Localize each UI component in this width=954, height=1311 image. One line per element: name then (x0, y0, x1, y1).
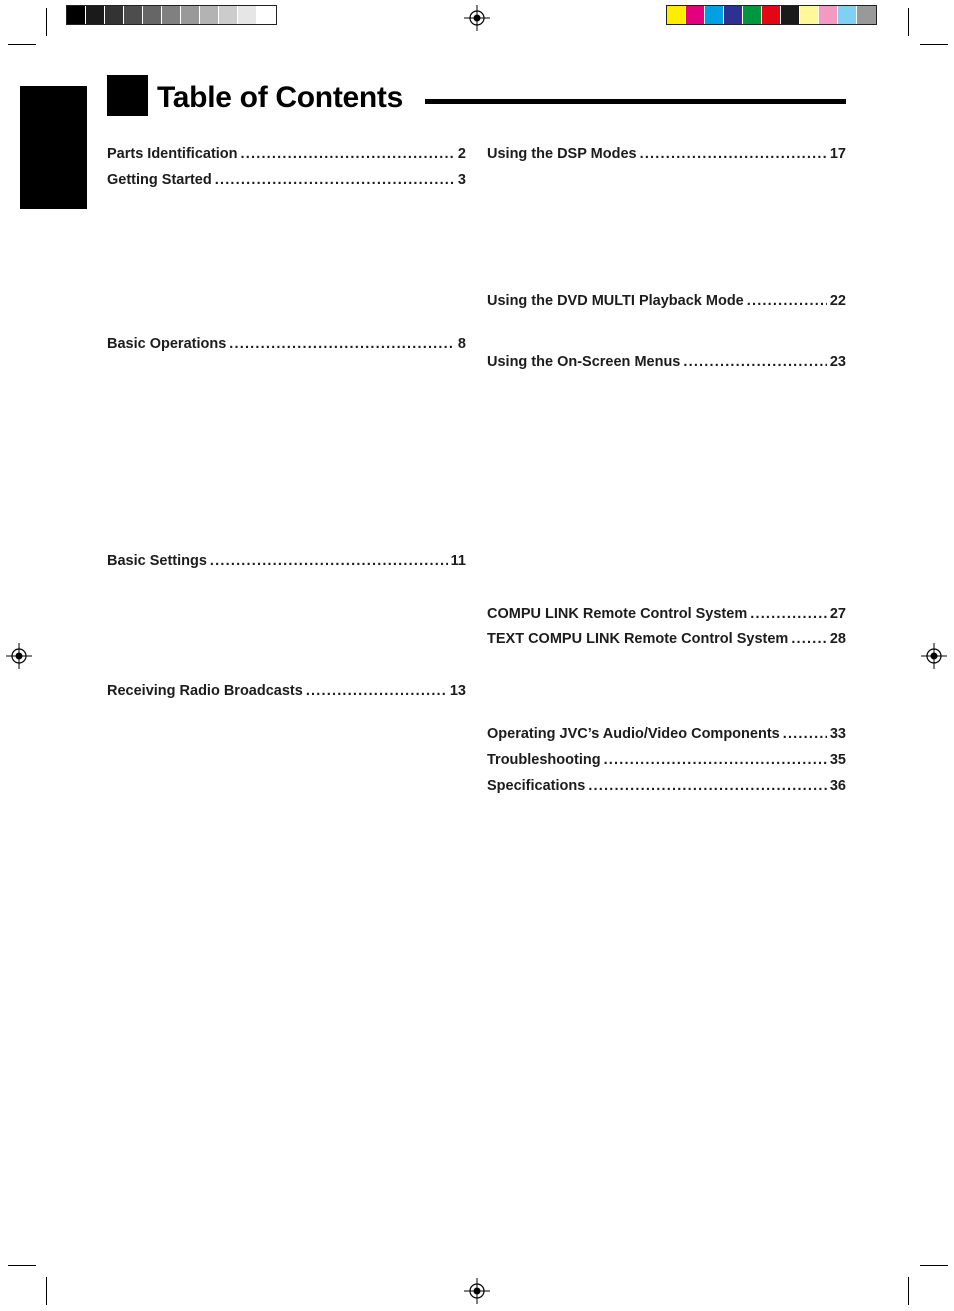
gray-swatch (67, 6, 86, 24)
toc-page-number: 28 (829, 631, 846, 647)
gray-swatch (181, 6, 200, 24)
gray-swatch (219, 6, 238, 24)
toc-entry-label: Using the DVD MULTI Playback Mode (487, 293, 744, 309)
toc-entry-compu-link[interactable] (487, 605, 846, 623)
toc-entry-label: Specifications (487, 778, 586, 794)
language-side-tab (20, 86, 87, 209)
toc-entry-text-compu-link[interactable] (487, 630, 846, 648)
toc-entry-basic-settings[interactable] (107, 552, 466, 570)
color-swatch (686, 6, 705, 24)
toc-entry-label: Using the DSP Modes (487, 146, 637, 162)
registration-mark-icon (921, 643, 947, 669)
color-swatch (705, 6, 724, 24)
toc-entry-operating-jvc-components[interactable] (487, 725, 846, 743)
toc-page-number: 2 (457, 146, 466, 162)
toc-leader-dots (747, 292, 827, 310)
grayscale-calibration-bar (66, 5, 277, 25)
gray-swatch (257, 6, 276, 24)
toc-leader-dots (750, 605, 827, 623)
toc-leader-dots (791, 630, 827, 648)
toc-entry-parts-identification[interactable] (107, 145, 466, 163)
color-swatch (800, 6, 819, 24)
gray-swatch (200, 6, 219, 24)
toc-page-number: 13 (449, 683, 466, 699)
crop-mark (46, 8, 47, 36)
toc-leader-dots (683, 353, 826, 371)
color-swatch (781, 6, 800, 24)
gray-swatch (238, 6, 257, 24)
toc-entry-troubleshooting[interactable] (487, 751, 846, 769)
toc-leader-dots (306, 682, 447, 700)
toc-page-number: 33 (829, 726, 846, 742)
color-calibration-bar (666, 5, 877, 25)
toc-page-number: 8 (457, 336, 466, 352)
toc-leader-dots (215, 171, 455, 189)
color-swatch (724, 6, 743, 24)
toc-page-number: 11 (450, 553, 466, 569)
toc-page-number: 36 (829, 778, 846, 794)
color-swatch (838, 6, 857, 24)
page-title: Table of Contents (157, 81, 404, 114)
registration-mark-icon (464, 5, 490, 31)
crop-mark (908, 1277, 909, 1305)
toc-page-number: 35 (829, 752, 846, 768)
color-swatch (857, 6, 876, 24)
color-swatch (667, 6, 686, 24)
toc-entry-label: COMPU LINK Remote Control System (487, 606, 748, 622)
toc-entry-basic-operations[interactable] (107, 335, 466, 353)
toc-page-number: 27 (829, 606, 846, 622)
toc-page-number: 22 (829, 293, 846, 309)
toc-entry-label: Operating JVC’s Audio/Video Components (487, 726, 780, 742)
toc-page-number: 17 (829, 146, 846, 162)
color-swatch (762, 6, 781, 24)
gray-swatch (143, 6, 162, 24)
toc-entry-label: Receiving Radio Broadcasts (107, 683, 303, 699)
color-swatch (819, 6, 838, 24)
crop-mark (908, 8, 909, 36)
gray-swatch (162, 6, 181, 24)
toc-entry-dsp-modes[interactable] (487, 145, 846, 163)
toc-leader-dots (604, 751, 827, 769)
toc-entry-getting-started[interactable] (107, 171, 466, 189)
registration-mark-icon (464, 1278, 490, 1304)
toc-entry-dvd-multi-playback[interactable] (487, 292, 846, 310)
gray-swatch (86, 6, 105, 24)
toc-page-number: 3 (457, 172, 466, 188)
toc-entry-on-screen-menus[interactable] (487, 353, 846, 371)
toc-leader-dots (241, 145, 455, 163)
toc-entry-label: Getting Started (107, 172, 212, 188)
toc-entry-label: Basic Operations (107, 336, 227, 352)
toc-entry-label: Using the On-Screen Menus (487, 354, 681, 370)
title-rule (425, 99, 846, 104)
crop-mark (46, 1277, 47, 1305)
color-swatch (743, 6, 762, 24)
crop-mark (8, 1265, 36, 1266)
registration-mark-icon (6, 643, 32, 669)
toc-entry-label: Parts Identification (107, 146, 238, 162)
crop-mark (920, 44, 948, 45)
toc-entry-label: Troubleshooting (487, 752, 601, 768)
toc-leader-dots (640, 145, 827, 163)
toc-entry-receiving-radio-broadcasts[interactable] (107, 682, 466, 700)
toc-leader-dots (783, 725, 827, 743)
toc-leader-dots (229, 335, 455, 353)
title-block-marker (107, 75, 148, 116)
toc-entry-label: TEXT COMPU LINK Remote Control System (487, 631, 789, 647)
gray-swatch (105, 6, 124, 24)
toc-page-number: 23 (829, 354, 846, 370)
crop-mark (920, 1265, 948, 1266)
toc-leader-dots (588, 777, 827, 795)
toc-leader-dots (210, 552, 448, 570)
gray-swatch (124, 6, 143, 24)
toc-entry-specifications[interactable] (487, 777, 846, 795)
toc-entry-label: Basic Settings (107, 553, 207, 569)
crop-mark (8, 44, 36, 45)
